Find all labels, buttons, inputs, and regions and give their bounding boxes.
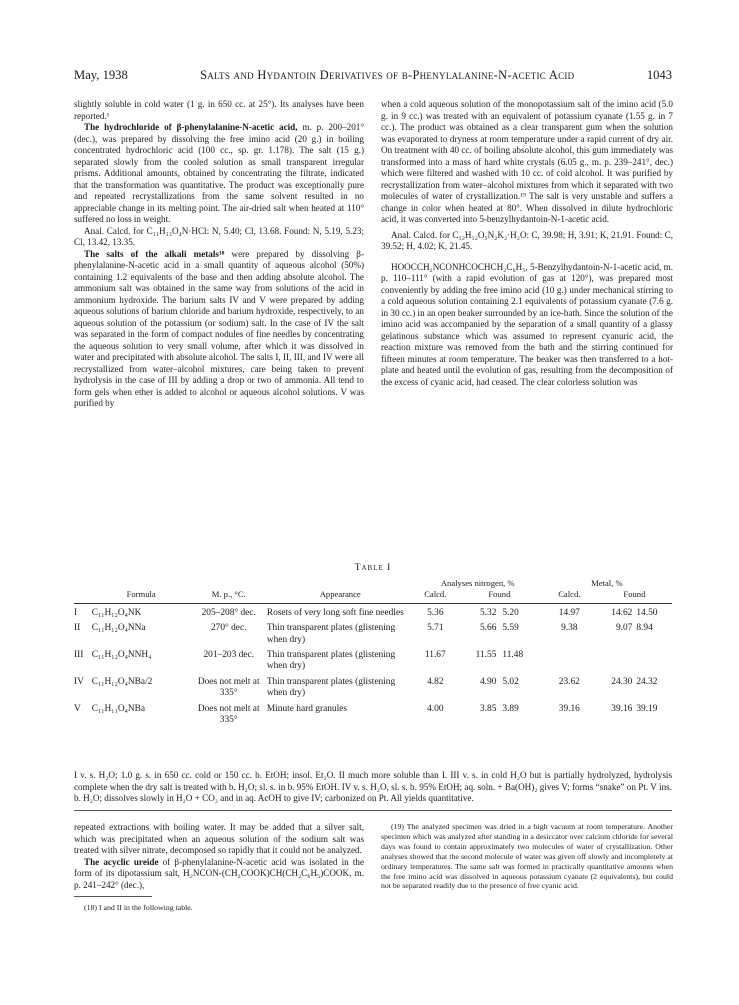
paragraph: slightly soluble in cold water (1 g. in 650 cc. at 25°). Its analyses have been reported.¹	[74, 99, 364, 121]
table-row: V C₁₁H₁₁O₄NBa Does not melt at 335° Minute hard granules 4.00 3.85 3.89 39.16 39.16 39.19	[74, 703, 658, 726]
header-title: Salts and Hydantoin Derivatives of β-Phenylalanine-N-acetic Acid	[200, 68, 575, 82]
salts-table	[74, 578, 672, 726]
header-mp: M. p., °C.	[191, 589, 267, 603]
table-notes: I v. s. H₂O; 1.0 g. s. in 650 cc. cold or 150 cc. b. EtOH; insol. Et₂O. II much more soluble than I. III v. s. in cold H₂O but is partially hydrolyzed, hydrolysis complete when the dry salt is treated with b. H₂O; sl. s. in b. 95% EtOH. IV v. s. H₂O, sl. s. b. 95% EtOH; aq. soln. + Ba(OH)₂ gives V; forms “snake” on Pt. V ins. b. H₂O; dissolves slowly in H₂O + CO₂ and in aq. AcOH to give IV; carbonized on Pt. All yields quantitative.	[74, 770, 672, 804]
header-metal: Metal, %	[591, 578, 623, 588]
table-header-row	[74, 578, 672, 589]
table-subheader-row	[74, 589, 672, 603]
right-column	[381, 99, 673, 388]
header-n-calcd: Calcd.	[414, 589, 457, 603]
lower-left-column	[74, 822, 364, 891]
footnote-18: (18) I and II in the following table.	[84, 903, 193, 912]
table-row: II C₁₁H₁₂O₄NNa 270° dec. Thin transparent plates (glistening when dry) 5.71 5.66 5.59 9.38 9.07 8.94	[74, 623, 653, 645]
left-column	[74, 99, 364, 410]
table-row: IV C₁₁H₁₂O₄NBa/2 Does not melt at 335° Thin transparent plates (glistening when dry) 4.82 4.90 5.02 23.62 24.30 24.32	[74, 676, 658, 699]
running-header	[74, 68, 672, 86]
paragraph: when a cold aqueous solution of the monopotassium salt of the imino acid (5.0 g. in 9 cc.) was treated with an equivalent of potassium cyanate (1.55 g. in 7 cc.). The product was obtained as a clear transparent gum when the solution was evaporated to dryness at room temperature under a rapid current of dry air. On treatment with 40 cc. of boiling absolute alcohol, this gum immediately was transformed into a mass of hard white crystals (6.05 g., m. p. 239–241°, dec.) which were filtered and washed with 10 cc. of cold alcohol. It was purified by recrystallization from water–alcohol mixtures from which it separated with two molecules of water of crystallization.¹⁹ The salt is very unstable and suffers a change in color when heated at 80°. When dissolved in dilute hydrochloric acid, it was converted into 5-benzylhydantoin-N-1-acetic acid.	[381, 99, 673, 224]
table-row: I C₁₁H₁₂O₄NK 205–208° dec. Rosets of very long soft fine needles 5.36 5.32 5.20 14.97 14.62 14.50	[74, 607, 658, 618]
footnote-19: (19) The analyzed specimen was dried in a high vacuum at room temperature. Another specimen which was analyzed after standing in a desiccator over calcium chloride for several days was found to contain approximately two molecules of water of crystallization. Other analyses showed that the second molecule of water was given off slowly and incompletely at ordinary temperatures. The same salt was formed in practically quantitative amounts when the free imino acid was dissolved in aqueous potassium cyanate (2 equivalents), but could not be separated readily due to the presence of free cyanic acid.	[381, 822, 673, 891]
paragraph: The hydrochloride of β-phenylalanine-N-acetic acid, m. p. 200–201° (dec.), was prepared by dissolving the free imino acid (20 g.) in boiling concentrated hydrochloric acid (100 cc., sp. gr. 1.178). The salt (15 g.) separated slowly from the cooled solution as small transparent irregular prisms. Additional amounts, obtained by concentrating the filtrate, indicated that the transformation was quantitative. The product was exceptionally pure and repeated recrystallizations from the same solvent resulted in no appreciable change in its melting point. The air-dried salt when heated at 110° suffered no loss in weight.	[74, 122, 364, 224]
header-m-calcd: Calcd.	[542, 589, 597, 603]
paragraph: The salts of the alkali metals¹⁸ were prepared by dissolving β-phenylalanine-N-acetic acid in a small quantity of aqueous alcohol (50%) containing 1.2 equivalents of the base and then adding absolute alcohol. The ammonium salt was obtained in the same way from solutions of the acid in ammonium hydroxide. The barium salts IV and V were prepared by adding aqueous solutions of barium chloride and barium hydroxide, respectively, to an aqueous solution of the potassium (or sodium) salt. In the case of IV the salt was separated in the form of compact nodules of fine needles by concentrating the aqueous solution to very small volume, after which it was dissolved in water and precipitated with absolute alcohol. The salts I, II, III, and IV were all recrystallized from water–alcohol mixtures, care being taken to prevent hydrolysis in the case of III by adding a drop or two of ammonia. All tend to form gels when ether is added to alcohol or aqueous alcohol solutions. V was purified by	[74, 248, 364, 408]
header-m-found: Found	[597, 589, 672, 603]
paragraph: repeated extractions with boiling water. It may be added that a silver salt, which was precipitated when an aqueous solution of the sodium salt was treated with silver nitrate, decomposed so rapidly that it could not be analyzed.	[74, 822, 364, 855]
header-date: May, 1938	[74, 68, 128, 82]
footnote-rule	[74, 896, 152, 897]
table-title: Table I	[354, 563, 392, 573]
paragraph: The acyclic ureide of β-phenylalanine-N-acetic acid was isolated in the form of its dipotassium salt, H₂NCON-(CH₂COOK)CH(CH₂C₆H₅)COOK, m. p. 241–242° (dec.),	[74, 856, 364, 890]
header-page-number: 1043	[646, 68, 672, 82]
header-formula: Formula	[92, 589, 191, 603]
header-appearance: Appearance	[267, 589, 414, 603]
header-n-found: Found	[457, 589, 542, 603]
divider	[74, 810, 672, 811]
table-row: III C₁₁H₁₂O₄NNH₄ 201–203 dec. Thin transparent plates (glistening when dry) 11.67 11.55 11.48	[74, 650, 524, 672]
analysis-line: Anal. Calcd. for C₁₂H₁₂O₅N₂K₂·H₂O: C, 39.98; H, 3.91; K, 21.91. Found: C, 39.52; H, 4.02; K, 21.45.	[381, 229, 673, 251]
paragraph: HOOCCH₂NCONHCOCHCH₂C₆H₅, 5-Benzylhydantoin-N-1-acetic acid, m. p. 110–111° (with a rapid evolution of gas at 120°), was prepared most conveniently by adding the free imino acid (10 g.) under mechanical stirring to a cold aqueous solution containing 2.1 equivalents of potassium cyanate (7.6 g. in 30 cc.) in an open beaker surrounded by an ice-bath. Since the solution of the imino acid was accompanied by the separation of a small quantity of a glassy gelatinous substance which was assumed to represent cyanuric acid, the reaction mixture was removed from the bath and the stirring continued for fifteen minutes at room temperature. The beaker was then transferred to a hot-plate and heated until the evolution of gas, resulting from the decomposition of the excess of cyanic acid, had ceased. The clear colorless solution was	[381, 261, 673, 387]
header-analyses: Analyses nitrogen, %	[440, 578, 515, 588]
analysis-line: Anal. Calcd. for C₁₁H₁₃O₄N·HCl: N, 5.40; Cl, 13.68. Found: N, 5.19, 5.23; Cl, 13.42, 13.35.	[74, 225, 364, 247]
